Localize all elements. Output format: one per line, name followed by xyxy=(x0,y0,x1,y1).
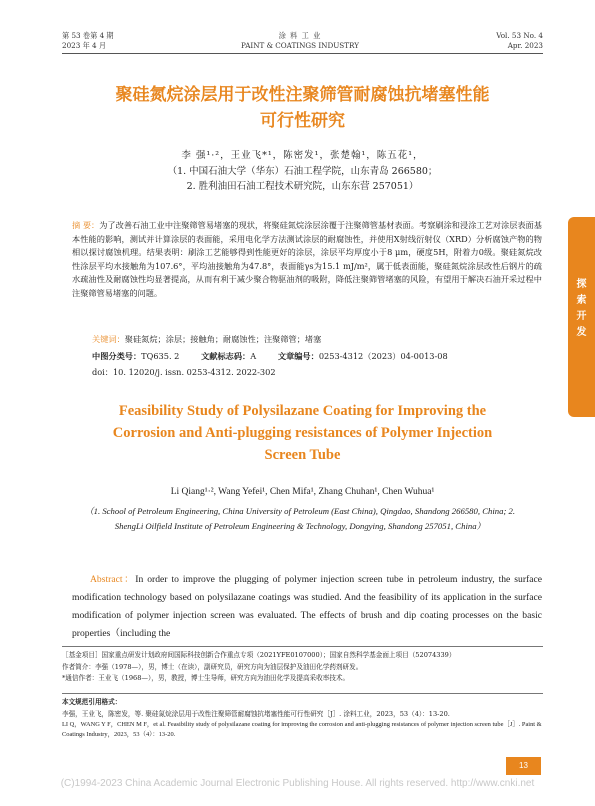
fund-note: ［基金项目］国家重点研发计划政府间国际科技创新合作重点专项（2021YFE0107000）；国家自然科学基金面上项目（52074339） xyxy=(62,651,456,659)
citation-rule xyxy=(62,693,543,694)
affiliations-en: （1. School of Petroleum Engineering, China University of Petroleum (East China), Qingdao, Shandong 266580, China; 2. ShengLi Oilfield Institute of Petroleum Engineering & Technology, Dongying, Shandong 257051, China） xyxy=(84,506,516,531)
abstract-cn-label: 摘 要： xyxy=(72,220,100,230)
side-tab-char-2: 索 xyxy=(576,295,587,306)
section-side-tab xyxy=(568,217,595,417)
title-en-line1: Feasibility Study of Polysilazane Coating for Improving the xyxy=(118,403,487,419)
title-cn-line2: 可行性研究 xyxy=(260,111,345,131)
paper-title-en xyxy=(62,400,543,466)
keywords-cn-label: 关键词： xyxy=(92,334,125,344)
author-intro-note: 作者简介：李强（1978—），男，博士（在读），副研究员，研究方向为油层保护及油田化学药剂研发。 xyxy=(62,662,363,671)
side-tab-char-4: 发 xyxy=(576,327,587,338)
abstract-en-label: Abstract： xyxy=(90,574,136,585)
footnote-rule xyxy=(62,646,543,647)
side-tab-char-1: 探 xyxy=(576,279,587,290)
journal-name-cn: 涂 料 工 业 xyxy=(278,31,322,40)
journal-issue-label xyxy=(62,31,114,51)
article-no-value: 0253-4312（2023）04-0013-08 xyxy=(318,351,448,361)
keywords-cn xyxy=(92,333,321,345)
journal-name-en: PAINT & COATINGS INDUSTRY xyxy=(241,41,359,50)
title-en-line3: Screen Tube xyxy=(264,447,341,463)
volume-issue: 第 53 卷第 4 期 xyxy=(62,31,114,40)
journal-name xyxy=(200,31,400,51)
copyright-watermark: (C)1994-2023 China Academic Journal Electronic Publishing House. All rights reserved. http://www.cnki.net xyxy=(60,778,535,789)
journal-volume-en xyxy=(440,31,543,51)
abstract-en xyxy=(72,571,542,643)
authors-en: Li Qiang¹·², Wang Yefei¹, Chen Mifa¹, Zhang Chuhan¹, Chen Wuhua¹ xyxy=(170,487,435,497)
doi: doi：10. 12020/j. issn. 0253-4312. 2022-302 xyxy=(92,367,276,377)
doc-code-value: A xyxy=(250,351,257,361)
authors-cn: 李 强¹·²，王业飞*¹，陈密发¹，张楚翰¹，陈五花¹， xyxy=(181,150,424,161)
paper-title-cn xyxy=(62,82,543,134)
keywords-cn-text: 聚硅氮烷；涂层；接触角；耐腐蚀性；注聚筛管；堵塞 xyxy=(124,334,322,344)
classification-row xyxy=(92,350,448,362)
footnotes xyxy=(62,650,543,685)
header-rule xyxy=(62,53,543,54)
citation-cn: 李强，王业飞，陈密发，等. 聚硅氮烷涂层用于改性注聚筛管耐腐蚀抗堵塞性能可行性研究［J］. 涂料工业，2023，53（4）：13-20. xyxy=(62,709,450,718)
corresponding-author-note: *通信作者：王业飞（1968—），男，教授，博士生导师，研究方向为油田化学及提高采收率技术。 xyxy=(62,674,350,682)
title-en-line2: Corrosion and Anti-plugging resistances of Polymer Injection xyxy=(112,425,493,441)
abstract-en-text: In order to improve the plugging of polymer injection screen tube in petroleum industry, the surface modification technology based on polysilazane coatings was studied. And the feasibility of its application in the surface modification of polymer injection screen was evaluated. The effects of brush and dip coating processes on the basic properties（including the xyxy=(72,574,542,639)
title-cn-line1: 聚硅氮烷涂层用于改性注聚筛管耐腐蚀抗堵塞性能 xyxy=(115,85,490,105)
volume-en: Vol. 53 No. 4 xyxy=(496,31,543,40)
citation-label: 本文规范引用格式： xyxy=(62,698,122,706)
citation-block xyxy=(62,697,543,740)
clc-value: TQ635. 2 xyxy=(141,351,180,361)
article-no-label: 文章编号： xyxy=(277,351,319,361)
citation-en: LI Q，WANG Y F，CHEN M F，et al. Feasibility study of polysilazane coating for improving the corrosion and anti-plugging resistances of polymer injection screen tube［J］. Paint & Coatings Industry，2023，53（4）：13-20. xyxy=(62,721,542,738)
issue-date-en: Apr. 2023 xyxy=(507,41,543,50)
affiliation-cn-2: 2. 胜利油田石油工程技术研究院，山东东营 257051） xyxy=(186,181,419,192)
clc-label: 中图分类号： xyxy=(92,351,142,361)
page-number: 13 xyxy=(506,757,541,775)
side-tab-char-3: 开 xyxy=(576,311,587,322)
abstract-cn xyxy=(72,219,542,301)
doc-code-label: 文献标志码： xyxy=(201,351,251,361)
affiliation-cn-1: （1. 中国石油大学（华东）石油工程学院，山东青岛 266580； xyxy=(167,166,438,177)
abstract-cn-text: 为了改善石油工业中注聚筛管易堵塞的现状，将聚硅氮烷涂层涂覆于注聚筛管基材表面。考察刷涂和浸涂工艺对涂层表面基本性能的影响，测试并计算涂层的表面能，采用电化学方法测试涂层的耐腐蚀性，并使用X射线衍射仪（XRD）分析腐蚀产物的物相以探讨腐蚀机理。结果表明：刷涂工艺能够得到性能更好的涂层，涂层平均厚度小于8 μm，硬度5H，附着力0级。聚硅氮烷改性涂层平均水接触角为107.6°，平均油接触角为47.8°，表面能γs为15.1 mJ/m²，属于低表面能，聚硅氮烷涂层改性后钢片的疏水疏油性及耐腐蚀性均显著提高，从而有利于减少聚合物驱油剂的吸附，降低注聚筛管堵塞的风险，有望用于解决石油开采过程中注聚筛管易堵塞的问题。 xyxy=(72,220,542,298)
issue-date-cn: 2023 年 4 月 xyxy=(62,41,107,50)
